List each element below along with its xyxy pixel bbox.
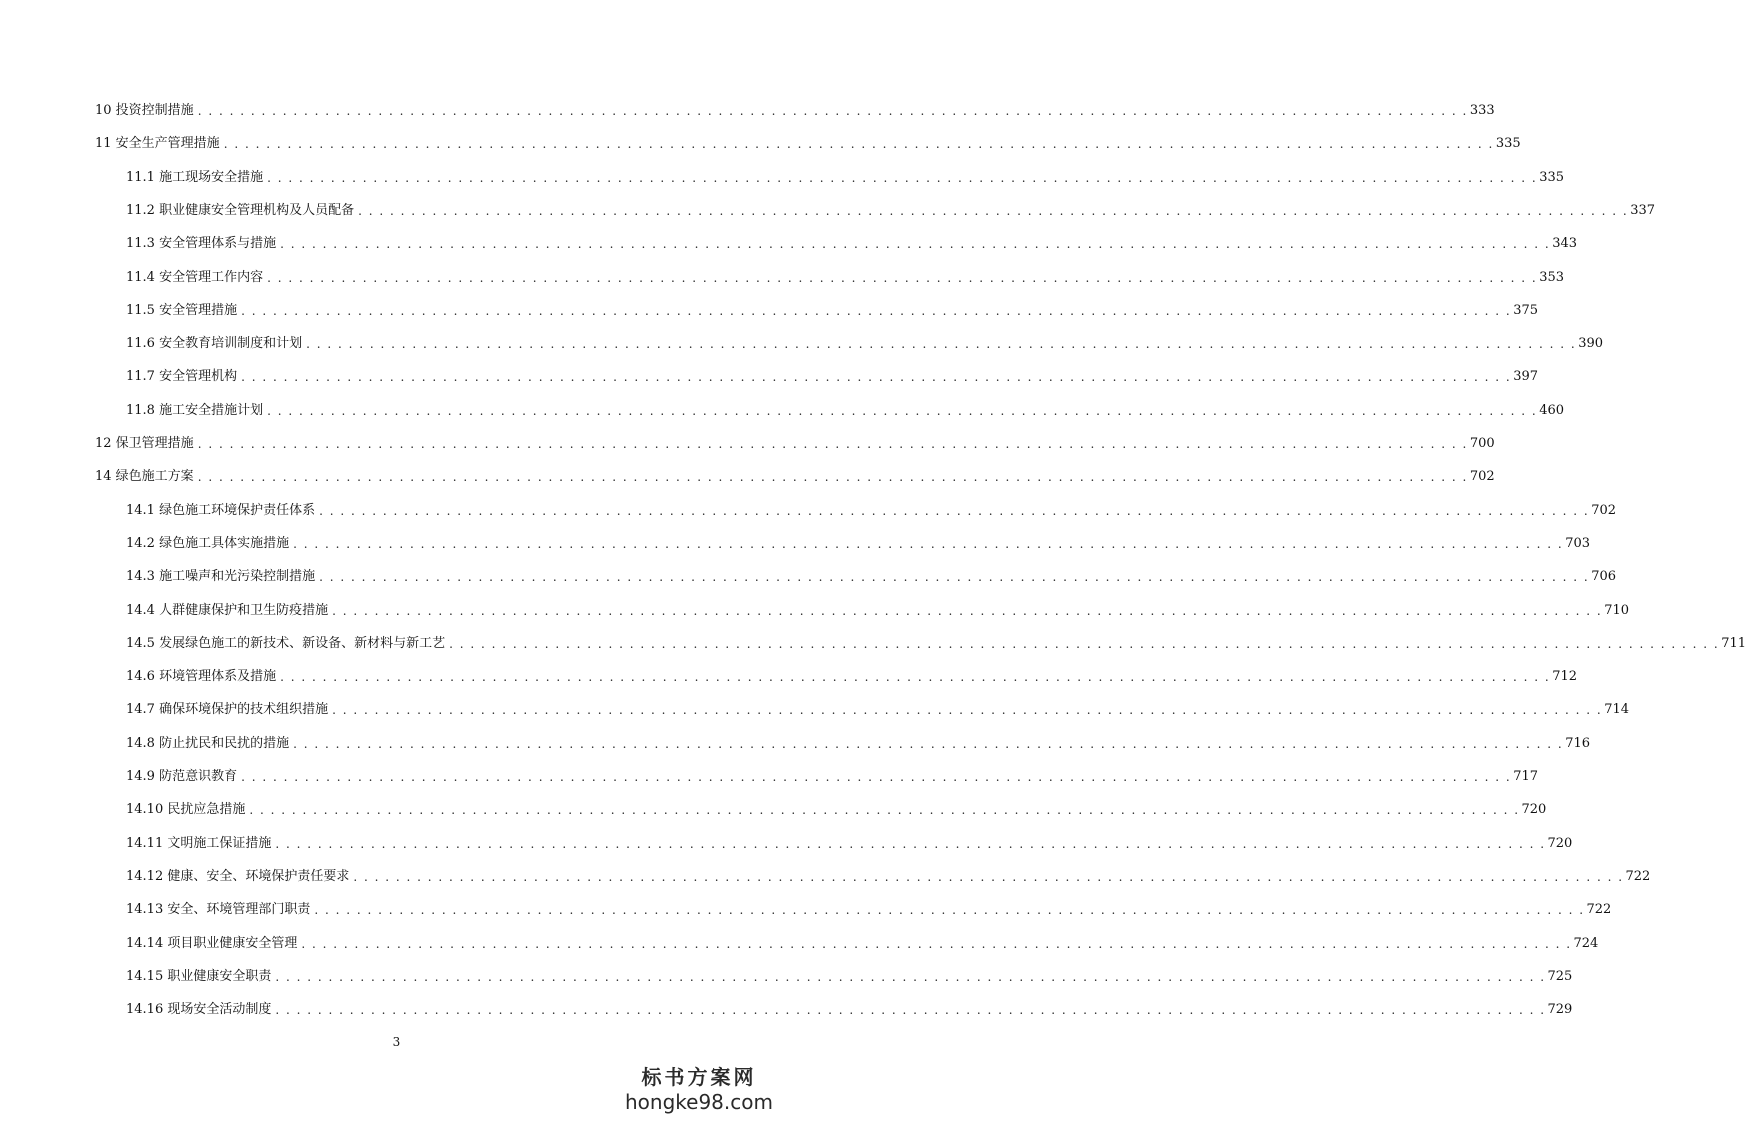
toc-entry-label: 12 保卫管理措施 [95,436,194,451]
toc-dot-leader: . . . . . . . . . . . . . . . . . . . . . . . . . . . . . . . . . . . . . . . . . . . . . . . . . . . . . . . . . . . . . . . . . . . . . . . . . . . . . . . . . . . . . . . . . . . . . . . . . . . . . . . . . . . . . . . . . . . . . . . . [332,703,1603,718]
toc-dot-leader: . . . . . . . . . . . . . . . . . . . . . . . . . . . . . . . . . . . . . . . . . . . . . . . . . . . . . . . . . . . . . . . . . . . . . . . . . . . . . . . . . . . . . . . . . . . . . . . . . . . . . . . . . . . . . . . . . . . . . . . . [319,570,1590,585]
toc-entry-label: 11.3 安全管理体系与措施 [126,236,277,252]
watermark-title: 标书方案网 [641,1065,757,1089]
toc-entry[interactable] [126,664,1578,690]
toc-entry-label: 14.4 人群健康保护和卫生防疫措施 [126,602,329,618]
toc-entry[interactable] [126,331,1604,357]
toc-entry-label: 14.8 防止扰民和民扰的措施 [126,735,290,751]
toc-entry[interactable] [126,731,1591,757]
toc-entry[interactable] [126,265,1565,291]
toc-entry-page: 337 [1630,202,1656,218]
toc-entry-page: 714 [1604,702,1630,718]
toc-dot-leader: . . . . . . . . . . . . . . . . . . . . . . . . . . . . . . . . . . . . . . . . . . . . . . . . . . . . . . . . . . . . . . . . . . . . . . . . . . . . . . . . . . . . . . . . . . . . . . . . . . . . . . . . . . . . . . . . . . . . . . . . [249,803,1520,818]
toc-entry[interactable] [126,165,1565,191]
toc-dot-leader: . . . . . . . . . . . . . . . . . . . . . . . . . . . . . . . . . . . . . . . . . . . . . . . . . . . . . . . . . . . . . . . . . . . . . . . . . . . . . . . . . . . . . . . . . . . . . . . . . . . . . . . . . . . . . . . . . . . . . . . . [267,403,1538,418]
toc-entry-page: 703 [1565,535,1591,551]
toc-entry-page: 343 [1552,236,1578,252]
toc-entry-page: 335 [1495,136,1521,152]
toc-entry[interactable] [126,864,1651,890]
toc-entry-label: 14 绿色施工方案 [95,469,194,485]
toc-entry-label: 11.1 施工现场安全措施 [126,169,264,185]
toc-dot-leader: . . . . . . . . . . . . . . . . . . . . . . . . . . . . . . . . . . . . . . . . . . . . . . . . . . . . . . . . . . . . . . . . . . . . . . . . . . . . . . . . . . . . . . . . . . . . . . . . . . . . . . . . . . . . . . . . . . . . . . . . [197,437,1468,451]
toc-entry-page: 700 [1469,436,1495,451]
page-number: 3 [392,1035,401,1049]
watermark-url: hongke98.com [625,1090,773,1114]
toc-entry[interactable] [126,231,1578,257]
toc-dot-leader: . . . . . . . . . . . . . . . . . . . . . . . . . . . . . . . . . . . . . . . . . . . . . . . . . . . . . . . . . . . . . . . . . . . . . . . . . . . . . . . . . . . . . . . . . . . . . . . . . . . . . . . . . . . . . . . . . . . . . . . . [267,170,1538,185]
toc-entry-page: 716 [1565,735,1591,751]
toc-dot-leader: . . . . . . . . . . . . . . . . . . . . . . . . . . . . . . . . . . . . . . . . . . . . . . . . . . . . . . . . . . . . . . . . . . . . . . . . . . . . . . . . . . . . . . . . . . . . . . . . . . . . . . . . . . . . . . . . . . . . . . . . [223,137,1494,152]
toc-entry-page: 724 [1573,935,1599,951]
toc-entry-label: 14.12 健康、安全、环境保护责任要求 [126,868,350,884]
toc-entry[interactable] [126,964,1573,990]
toc-dot-leader: . . . . . . . . . . . . . . . . . . . . . . . . . . . . . . . . . . . . . . . . . . . . . . . . . . . . . . . . . . . . . . . . . . . . . . . . . . . . . . . . . . . . . . . . . . . . . . . . . . . . . . . . . . . . . . . . . . . . . . . . [332,603,1603,618]
toc-entry-page: 717 [1513,769,1539,784]
toc-entry-page: 390 [1578,336,1604,352]
toc-dot-leader: . . . . . . . . . . . . . . . . . . . . . . . . . . . . . . . . . . . . . . . . . . . . . . . . . . . . . . . . . . . . . . . . . . . . . . . . . . . . . . . . . . . . . . . . . . . . . . . . . . . . . . . . . . . . . . . . . . . . . . . . [358,203,1629,218]
toc-entry-page: 729 [1547,1002,1573,1018]
toc-entry-label: 11.6 安全教育培训制度和计划 [126,336,303,352]
toc-entry-label: 14.5 发展绿色施工的新技术、新设备、新材料与新工艺 [126,635,446,651]
toc-entry-page: 706 [1591,569,1617,585]
toc-entry-label: 14.9 防范意识教育 [126,769,238,784]
toc-entry-page: 722 [1625,868,1651,884]
toc-dot-leader: . . . . . . . . . . . . . . . . . . . . . . . . . . . . . . . . . . . . . . . . . . . . . . . . . . . . . . . . . . . . . . . . . . . . . . . . . . . . . . . . . . . . . . . . . . . . . . . . . . . . . . . . . . . . . . . . . . . . . . . . [280,670,1551,685]
toc-dot-leader: . . . . . . . . . . . . . . . . . . . . . . . . . . . . . . . . . . . . . . . . . . . . . . . . . . . . . . . . . . . . . . . . . . . . . . . . . . . . . . . . . . . . . . . . . . . . . . . . . . . . . . . . . . . . . . . . . . . . . . . . [353,869,1624,884]
toc-dot-leader: . . . . . . . . . . . . . . . . . . . . . . . . . . . . . . . . . . . . . . . . . . . . . . . . . . . . . . . . . . . . . . . . . . . . . . . . . . . . . . . . . . . . . . . . . . . . . . . . . . . . . . . . . . . . . . . . . . . . . . . . [241,770,1512,784]
toc-entry-label: 11.7 安全管理机构 [126,369,238,385]
toc-entry[interactable] [126,931,1599,957]
toc-entry-page: 722 [1586,902,1612,918]
toc-dot-leader: . . . . . . . . . . . . . . . . . . . . . . . . . . . . . . . . . . . . . . . . . . . . . . . . . . . . . . . . . . . . . . . . . . . . . . . . . . . . . . . . . . . . . . . . . . . . . . . . . . . . . . . . . . . . . . . . . . . . . . . . [449,636,1720,651]
toc-entry-page: 353 [1539,269,1565,285]
toc-entry-label: 11.4 安全管理工作内容 [126,269,264,285]
toc-entry[interactable] [95,98,1495,124]
toc-dot-leader: . . . . . . . . . . . . . . . . . . . . . . . . . . . . . . . . . . . . . . . . . . . . . . . . . . . . . . . . . . . . . . . . . . . . . . . . . . . . . . . . . . . . . . . . . . . . . . . . . . . . . . . . . . . . . . . . . . . . . . . . [241,370,1512,385]
toc-entry[interactable] [126,697,1630,723]
toc-entry-page: 397 [1513,369,1539,385]
toc-entry-label: 11.5 安全管理措施 [126,302,238,318]
toc-entry[interactable] [95,131,1521,157]
toc-entry[interactable] [126,631,1746,657]
toc-entry-page: 725 [1547,968,1573,984]
toc-dot-leader: . . . . . . . . . . . . . . . . . . . . . . . . . . . . . . . . . . . . . . . . . . . . . . . . . . . . . . . . . . . . . . . . . . . . . . . . . . . . . . . . . . . . . . . . . . . . . . . . . . . . . . . . . . . . . . . . . . . . . . . . [267,270,1538,285]
toc-entry-label: 11.2 职业健康安全管理机构及人员配备 [126,202,355,218]
toc-dot-leader: . . . . . . . . . . . . . . . . . . . . . . . . . . . . . . . . . . . . . . . . . . . . . . . . . . . . . . . . . . . . . . . . . . . . . . . . . . . . . . . . . . . . . . . . . . . . . . . . . . . . . . . . . . . . . . . . . . . . . . . . [197,470,1468,485]
toc-entry-label: 11.8 施工安全措施计划 [126,402,264,418]
toc-entry[interactable] [126,298,1539,324]
toc-dot-leader: . . . . . . . . . . . . . . . . . . . . . . . . . . . . . . . . . . . . . . . . . . . . . . . . . . . . . . . . . . . . . . . . . . . . . . . . . . . . . . . . . . . . . . . . . . . . . . . . . . . . . . . . . . . . . . . . . . . . . . . . [301,936,1572,951]
toc-entry-label: 14.1 绿色施工环境保护责任体系 [126,502,316,518]
toc-entry-label: 14.14 项目职业健康安全管理 [126,935,298,951]
toc-entry-page: 710 [1604,602,1630,618]
toc-entry[interactable] [126,598,1630,624]
toc-entry[interactable] [126,398,1565,424]
toc-entry[interactable] [95,464,1495,490]
toc-entry-label: 14.11 文明施工保证措施 [126,835,272,851]
toc-entry-page: 720 [1547,835,1573,851]
toc-entry[interactable] [95,431,1495,457]
toc-entry-page: 702 [1591,502,1617,518]
toc-entry-page: 460 [1539,402,1565,418]
toc-entry-label: 14.13 安全、环境管理部门职责 [126,902,311,918]
watermark-logo [619,1064,779,1114]
toc-entry-label: 14.3 施工噪声和光污染控制措施 [126,569,316,585]
toc-entry[interactable] [126,764,1539,790]
toc-entry[interactable] [126,897,1612,923]
toc-dot-leader: . . . . . . . . . . . . . . . . . . . . . . . . . . . . . . . . . . . . . . . . . . . . . . . . . . . . . . . . . . . . . . . . . . . . . . . . . . . . . . . . . . . . . . . . . . . . . . . . . . . . . . . . . . . . . . . . . . . . . . . . [319,503,1590,518]
toc-dot-leader: . . . . . . . . . . . . . . . . . . . . . . . . . . . . . . . . . . . . . . . . . . . . . . . . . . . . . . . . . . . . . . . . . . . . . . . . . . . . . . . . . . . . . . . . . . . . . . . . . . . . . . . . . . . . . . . . . . . . . . . . [275,969,1546,984]
toc-entry-label: 14.7 确保环境保护的技术组织措施 [126,702,329,718]
toc-entry-page: 711 [1721,635,1746,651]
toc-entry-label: 11 安全生产管理措施 [95,136,220,152]
toc-entry-page: 720 [1521,802,1547,818]
toc-dot-leader: . . . . . . . . . . . . . . . . . . . . . . . . . . . . . . . . . . . . . . . . . . . . . . . . . . . . . . . . . . . . . . . . . . . . . . . . . . . . . . . . . . . . . . . . . . . . . . . . . . . . . . . . . . . . . . . . . . . . . . . . [293,736,1564,751]
toc-entry[interactable] [126,498,1617,524]
toc-entry[interactable] [126,797,1547,823]
toc-dot-leader: . . . . . . . . . . . . . . . . . . . . . . . . . . . . . . . . . . . . . . . . . . . . . . . . . . . . . . . . . . . . . . . . . . . . . . . . . . . . . . . . . . . . . . . . . . . . . . . . . . . . . . . . . . . . . . . . . . . . . . . . [306,337,1577,352]
toc-dot-leader: . . . . . . . . . . . . . . . . . . . . . . . . . . . . . . . . . . . . . . . . . . . . . . . . . . . . . . . . . . . . . . . . . . . . . . . . . . . . . . . . . . . . . . . . . . . . . . . . . . . . . . . . . . . . . . . . . . . . . . . . [241,303,1512,318]
toc-entry-page: 375 [1513,302,1539,318]
toc-entry-page: 712 [1552,669,1578,685]
toc-entry-label: 14.15 职业健康安全职责 [126,968,272,984]
toc-entry[interactable] [126,997,1573,1023]
toc-entry[interactable] [126,531,1591,557]
toc-entry-label: 14.16 现场安全活动制度 [126,1002,272,1018]
toc-dot-leader: . . . . . . . . . . . . . . . . . . . . . . . . . . . . . . . . . . . . . . . . . . . . . . . . . . . . . . . . . . . . . . . . . . . . . . . . . . . . . . . . . . . . . . . . . . . . . . . . . . . . . . . . . . . . . . . . . . . . . . . . [197,104,1468,118]
toc-dot-leader: . . . . . . . . . . . . . . . . . . . . . . . . . . . . . . . . . . . . . . . . . . . . . . . . . . . . . . . . . . . . . . . . . . . . . . . . . . . . . . . . . . . . . . . . . . . . . . . . . . . . . . . . . . . . . . . . . . . . . . . . [314,903,1585,918]
toc-entry[interactable] [126,564,1617,590]
toc-entry-page: 333 [1469,103,1495,118]
toc-dot-leader: . . . . . . . . . . . . . . . . . . . . . . . . . . . . . . . . . . . . . . . . . . . . . . . . . . . . . . . . . . . . . . . . . . . . . . . . . . . . . . . . . . . . . . . . . . . . . . . . . . . . . . . . . . . . . . . . . . . . . . . . [280,237,1551,252]
toc-entry[interactable] [126,831,1573,857]
toc-entry[interactable] [126,364,1539,390]
toc-entry-label: 14.6 环境管理体系及措施 [126,669,277,685]
toc-entry-page: 335 [1539,169,1565,185]
toc-dot-leader: . . . . . . . . . . . . . . . . . . . . . . . . . . . . . . . . . . . . . . . . . . . . . . . . . . . . . . . . . . . . . . . . . . . . . . . . . . . . . . . . . . . . . . . . . . . . . . . . . . . . . . . . . . . . . . . . . . . . . . . . [275,836,1546,851]
toc-entry[interactable] [126,198,1656,224]
toc-entry-label: 14.10 民扰应急措施 [126,802,246,818]
toc-entry-label: 10 投资控制措施 [95,103,194,118]
toc-dot-leader: . . . . . . . . . . . . . . . . . . . . . . . . . . . . . . . . . . . . . . . . . . . . . . . . . . . . . . . . . . . . . . . . . . . . . . . . . . . . . . . . . . . . . . . . . . . . . . . . . . . . . . . . . . . . . . . . . . . . . . . . [293,536,1564,551]
toc-entry-label: 14.2 绿色施工具体实施措施 [126,535,290,551]
toc-entry-page: 702 [1469,469,1495,485]
toc-dot-leader: . . . . . . . . . . . . . . . . . . . . . . . . . . . . . . . . . . . . . . . . . . . . . . . . . . . . . . . . . . . . . . . . . . . . . . . . . . . . . . . . . . . . . . . . . . . . . . . . . . . . . . . . . . . . . . . . . . . . . . . . [275,1003,1546,1018]
